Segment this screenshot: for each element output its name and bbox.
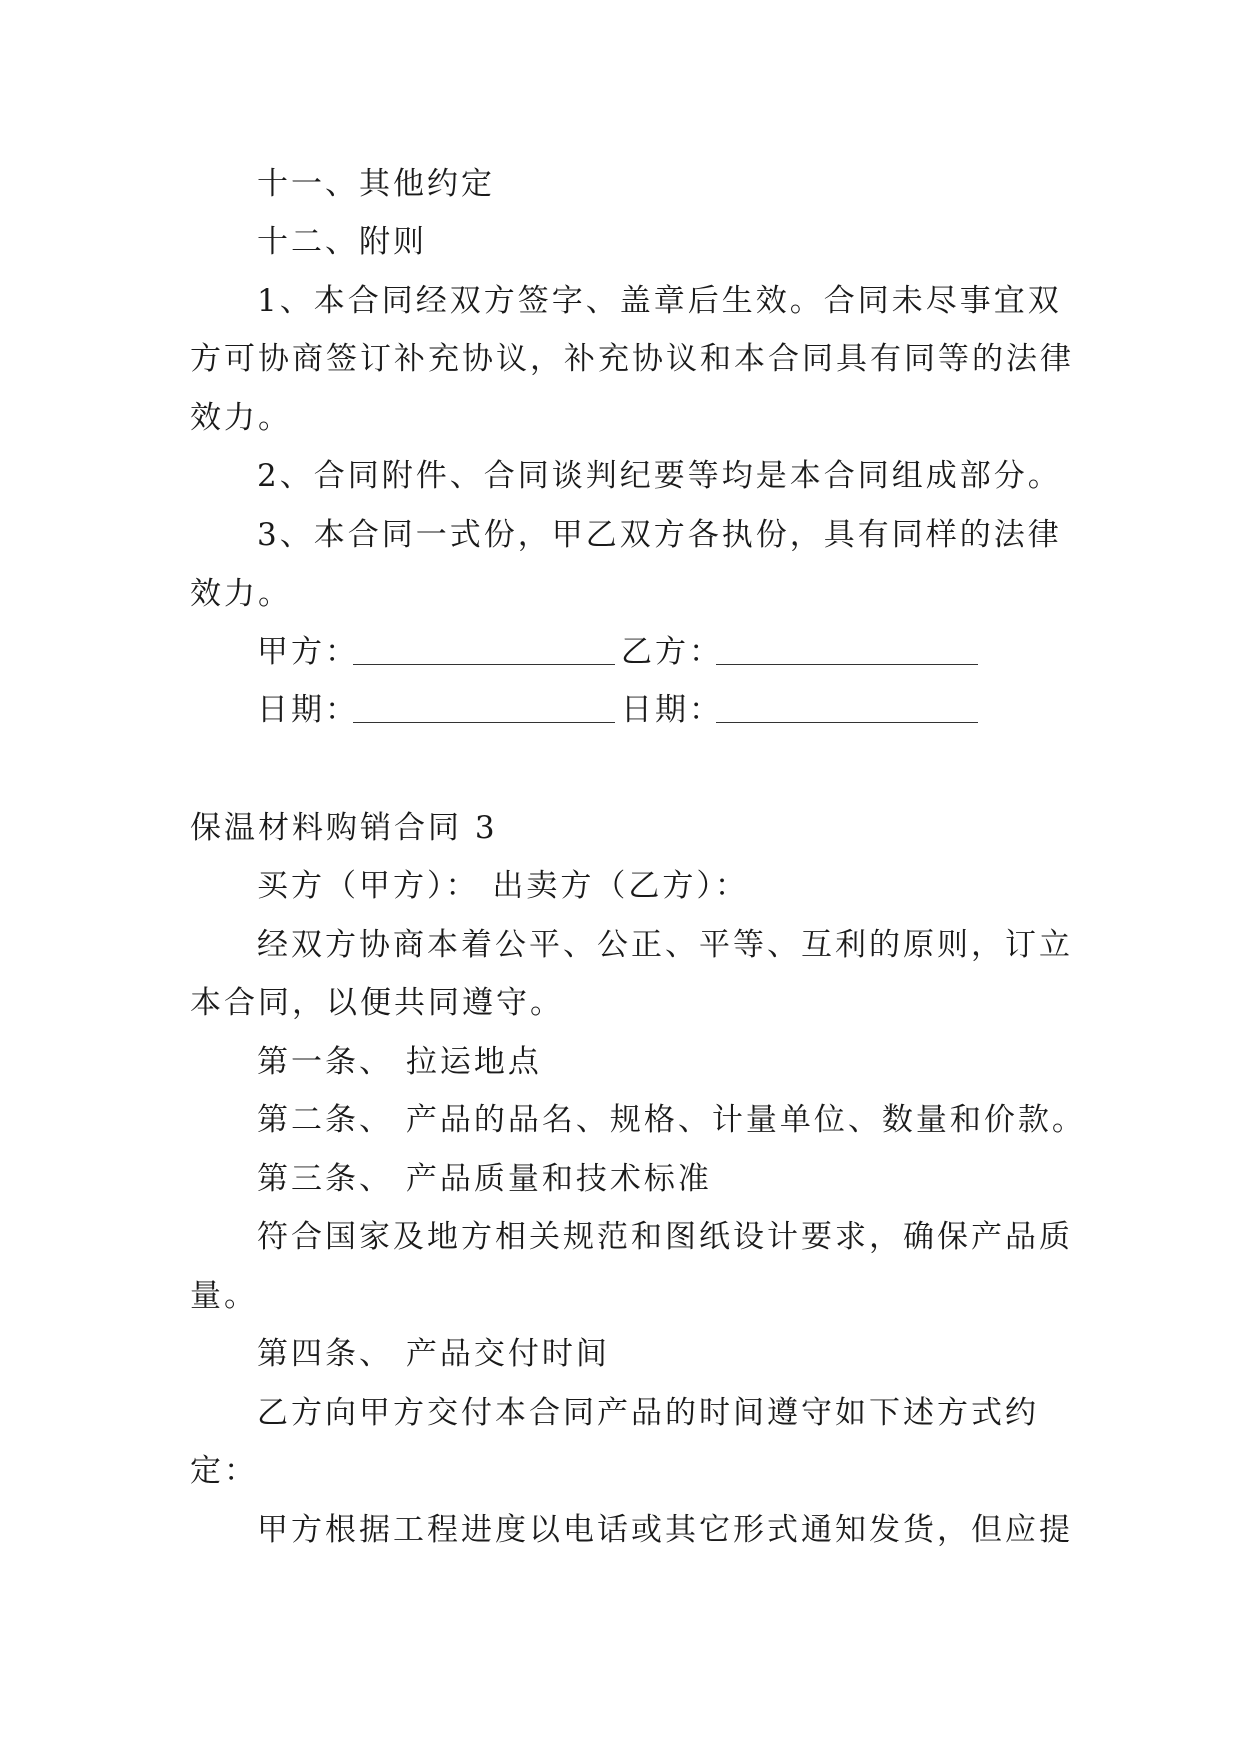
party-a-label: 甲方： <box>257 634 359 670</box>
article-1-heading: 第一条、 拉运地点 <box>257 1044 542 1080</box>
clause-3-line-1: 3、本合同一式份，甲乙双方各执份，具有同样的法律 <box>257 517 1062 553</box>
date-a-label: 日期： <box>257 692 359 728</box>
article-3-line-2: 量。 <box>190 1278 258 1314</box>
article-4-line-1: 乙方向甲方交付本合同产品的时间遵守如下述方式约 <box>257 1395 1039 1431</box>
article-4-line-3: 甲方根据工程进度以电话或其它形式通知发货，但应提 <box>257 1512 1073 1548</box>
article-2-heading: 第二条、 产品的品名、规格、计量单位、数量和价款。 <box>257 1102 1086 1138</box>
party-b-label: 乙方： <box>621 634 723 670</box>
clause-1-line-3: 效力。 <box>190 400 292 436</box>
signature-row-parties <box>0 632 1241 672</box>
date-b-blank <box>716 722 978 723</box>
article-4-line-2: 定： <box>190 1453 258 1489</box>
date-b-label: 日期： <box>621 692 723 728</box>
preamble-line-2: 本合同，以便共同遵守。 <box>190 985 564 1021</box>
section-11-heading: 十一、其他约定 <box>257 166 495 202</box>
section-12-heading: 十二、附则 <box>257 224 427 260</box>
article-3-line-1: 符合国家及地方相关规范和图纸设计要求，确保产品质 <box>257 1219 1073 1255</box>
clause-2-line-1: 2、合同附件、合同谈判纪要等均是本合同组成部分。 <box>257 458 1062 494</box>
article-3-heading: 第三条、 产品质量和技术标准 <box>257 1161 712 1197</box>
date-a-blank <box>353 722 615 723</box>
article-4-heading: 第四条、 产品交付时间 <box>257 1336 610 1372</box>
party-b-signature-blank <box>716 664 978 665</box>
clause-3-line-2: 效力。 <box>190 576 292 612</box>
signature-row-dates <box>0 690 1241 730</box>
clause-1-line-1: 1、本合同经双方签字、盖章后生效。合同未尽事宜双 <box>257 283 1062 319</box>
contract-3-title: 保温材料购销合同 3 <box>190 810 498 846</box>
party-a-signature-blank <box>353 664 615 665</box>
preamble-line-1: 经双方协商本着公平、公正、平等、互利的原则，订立 <box>257 927 1073 963</box>
parties-line: 买方（甲方）： 出卖方（乙方）： <box>257 868 749 904</box>
clause-1-line-2: 方可协商签订补充协议，补充协议和本合同具有同等的法律 <box>190 341 1074 377</box>
